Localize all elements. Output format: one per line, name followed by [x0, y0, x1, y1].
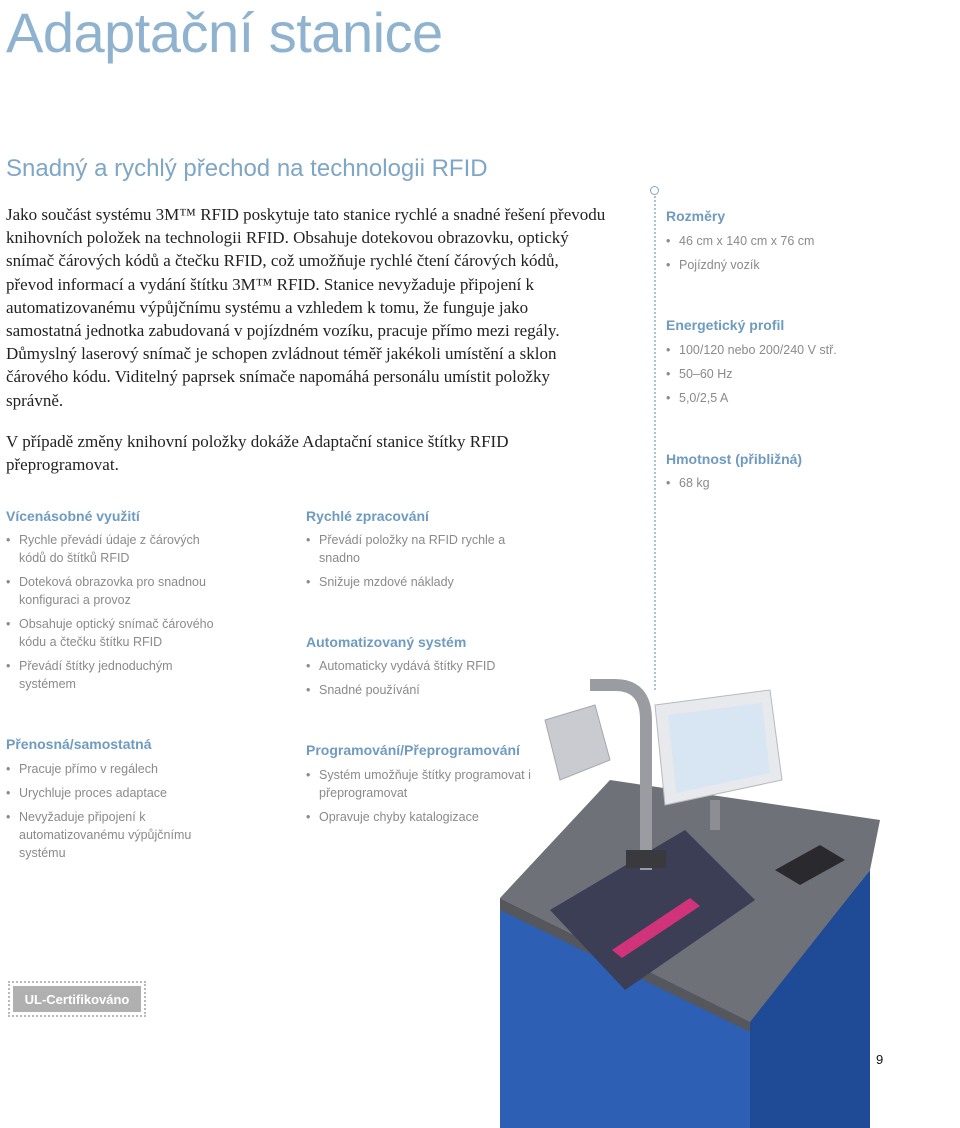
feature-list-fast-processing [306, 531, 546, 597]
spec-list-power [666, 341, 946, 413]
list-item: • Opravuje chyby katalogizace [306, 808, 546, 826]
list-item: • Doteková obrazovka pro snadnou konfiguraci a provoz [6, 573, 219, 609]
list-item: • Systém umožňuje štítky programovat i přeprogramovat [306, 766, 534, 802]
barcode-scanner-head [545, 705, 610, 780]
scanner-base [626, 850, 666, 868]
feature-list-multi-use [6, 531, 236, 699]
list-item: • Převádí štítky jednoduchým systémem [6, 657, 189, 693]
list-item: • Automaticky vydává štítky RFID [306, 657, 546, 675]
spec-list-dimensions [666, 232, 946, 280]
scanner-arm-post [640, 720, 652, 870]
feature-heading-automated-system: Automatizovaný systém [306, 634, 467, 650]
feature-heading-fast-processing: Rychlé zpracování [306, 508, 429, 524]
list-item: • Převádí položky na RFID rychle a snadno [306, 531, 519, 567]
spec-list-weight [666, 474, 946, 498]
feature-heading-multi-use: Vícenásobné využití [6, 508, 140, 524]
page-number: 9 [876, 1052, 884, 1067]
spec-heading-weight: Hmotnost (přibližná) [666, 451, 803, 467]
scanner-arm-curve [590, 685, 646, 720]
timeline-dot [650, 186, 659, 195]
feature-heading-portable: Přenosná/samostatná [6, 736, 152, 752]
reprogram-paragraph: V případě změny knihovní položky dokáže Adaptační stanice štítky RFID přeprogramovat. [6, 432, 509, 475]
list-item: • Snižuje mzdové náklady [306, 573, 546, 591]
list-item: • Nevyžaduje připojení k automatizovanému výpůjčnímu systému [6, 808, 214, 862]
list-item: • Rychle převádí údaje z čárových kódů do štítků RFID [6, 531, 209, 567]
list-item: • 50–60 Hz [666, 365, 946, 383]
list-item: • 5,0/2,5 A [666, 389, 946, 407]
feature-heading-programming: Programování/Přeprogramování [306, 742, 520, 758]
feature-list-portable [6, 760, 236, 868]
page-title: Adaptační stanice [6, 1, 443, 64]
page-subtitle: Snadný a rychlý přechod na technologii RFID [6, 155, 488, 182]
spec-heading-power: Energetický profil [666, 317, 785, 333]
adaptation-station-photo [500, 660, 960, 1128]
certification-label: UL-Certifikováno [13, 986, 141, 1012]
monitor-stand [710, 800, 720, 830]
list-item: • 68 kg [666, 474, 946, 492]
spec-heading-dimensions: Rozměry [666, 208, 726, 224]
dotted-divider [654, 196, 656, 690]
ul-certification-badge [8, 981, 146, 1017]
intro-paragraph: Jako součást systému 3M™ RFID poskytuje tato stanice rychlé a snadné řešení převodu knihovních položek na technologii RFID. Obsahuje dotekovou obrazovku, optický snímač čárových kódů a čtečku RFID, což umožňuje rychlé čtení čárových kódů, převod informací a vydání štítku 3M™ RFID. Stanice nevyžaduje připojení k automatizovanému výpůjčnímu systému a vzhledem k tomu, že funguje jako samostatná jednotka zabudovaná v pojízdném vozíku, pracuje přímo mezi regály. Důmyslný laserový snímač je schopen zvládnout téměř jakékoli umístění a sklon čárového kódu. Viditelný paprsek snímače napomáhá personálu umístit položky správně. [6, 205, 606, 410]
list-item: • 46 cm x 140 cm x 76 cm [666, 232, 946, 250]
list-item: • Pojízdný vozík [666, 256, 946, 274]
list-item: • 100/120 nebo 200/240 V stř. [666, 341, 946, 359]
list-item: • Snadné používání [306, 681, 546, 699]
list-item: • Urychluje proces adaptace [6, 784, 236, 802]
list-item: • Pracuje přímo v regálech [6, 760, 236, 778]
list-item: • Obsahuje optický snímač čárového kódu a čtečku štítku RFID [6, 615, 229, 651]
